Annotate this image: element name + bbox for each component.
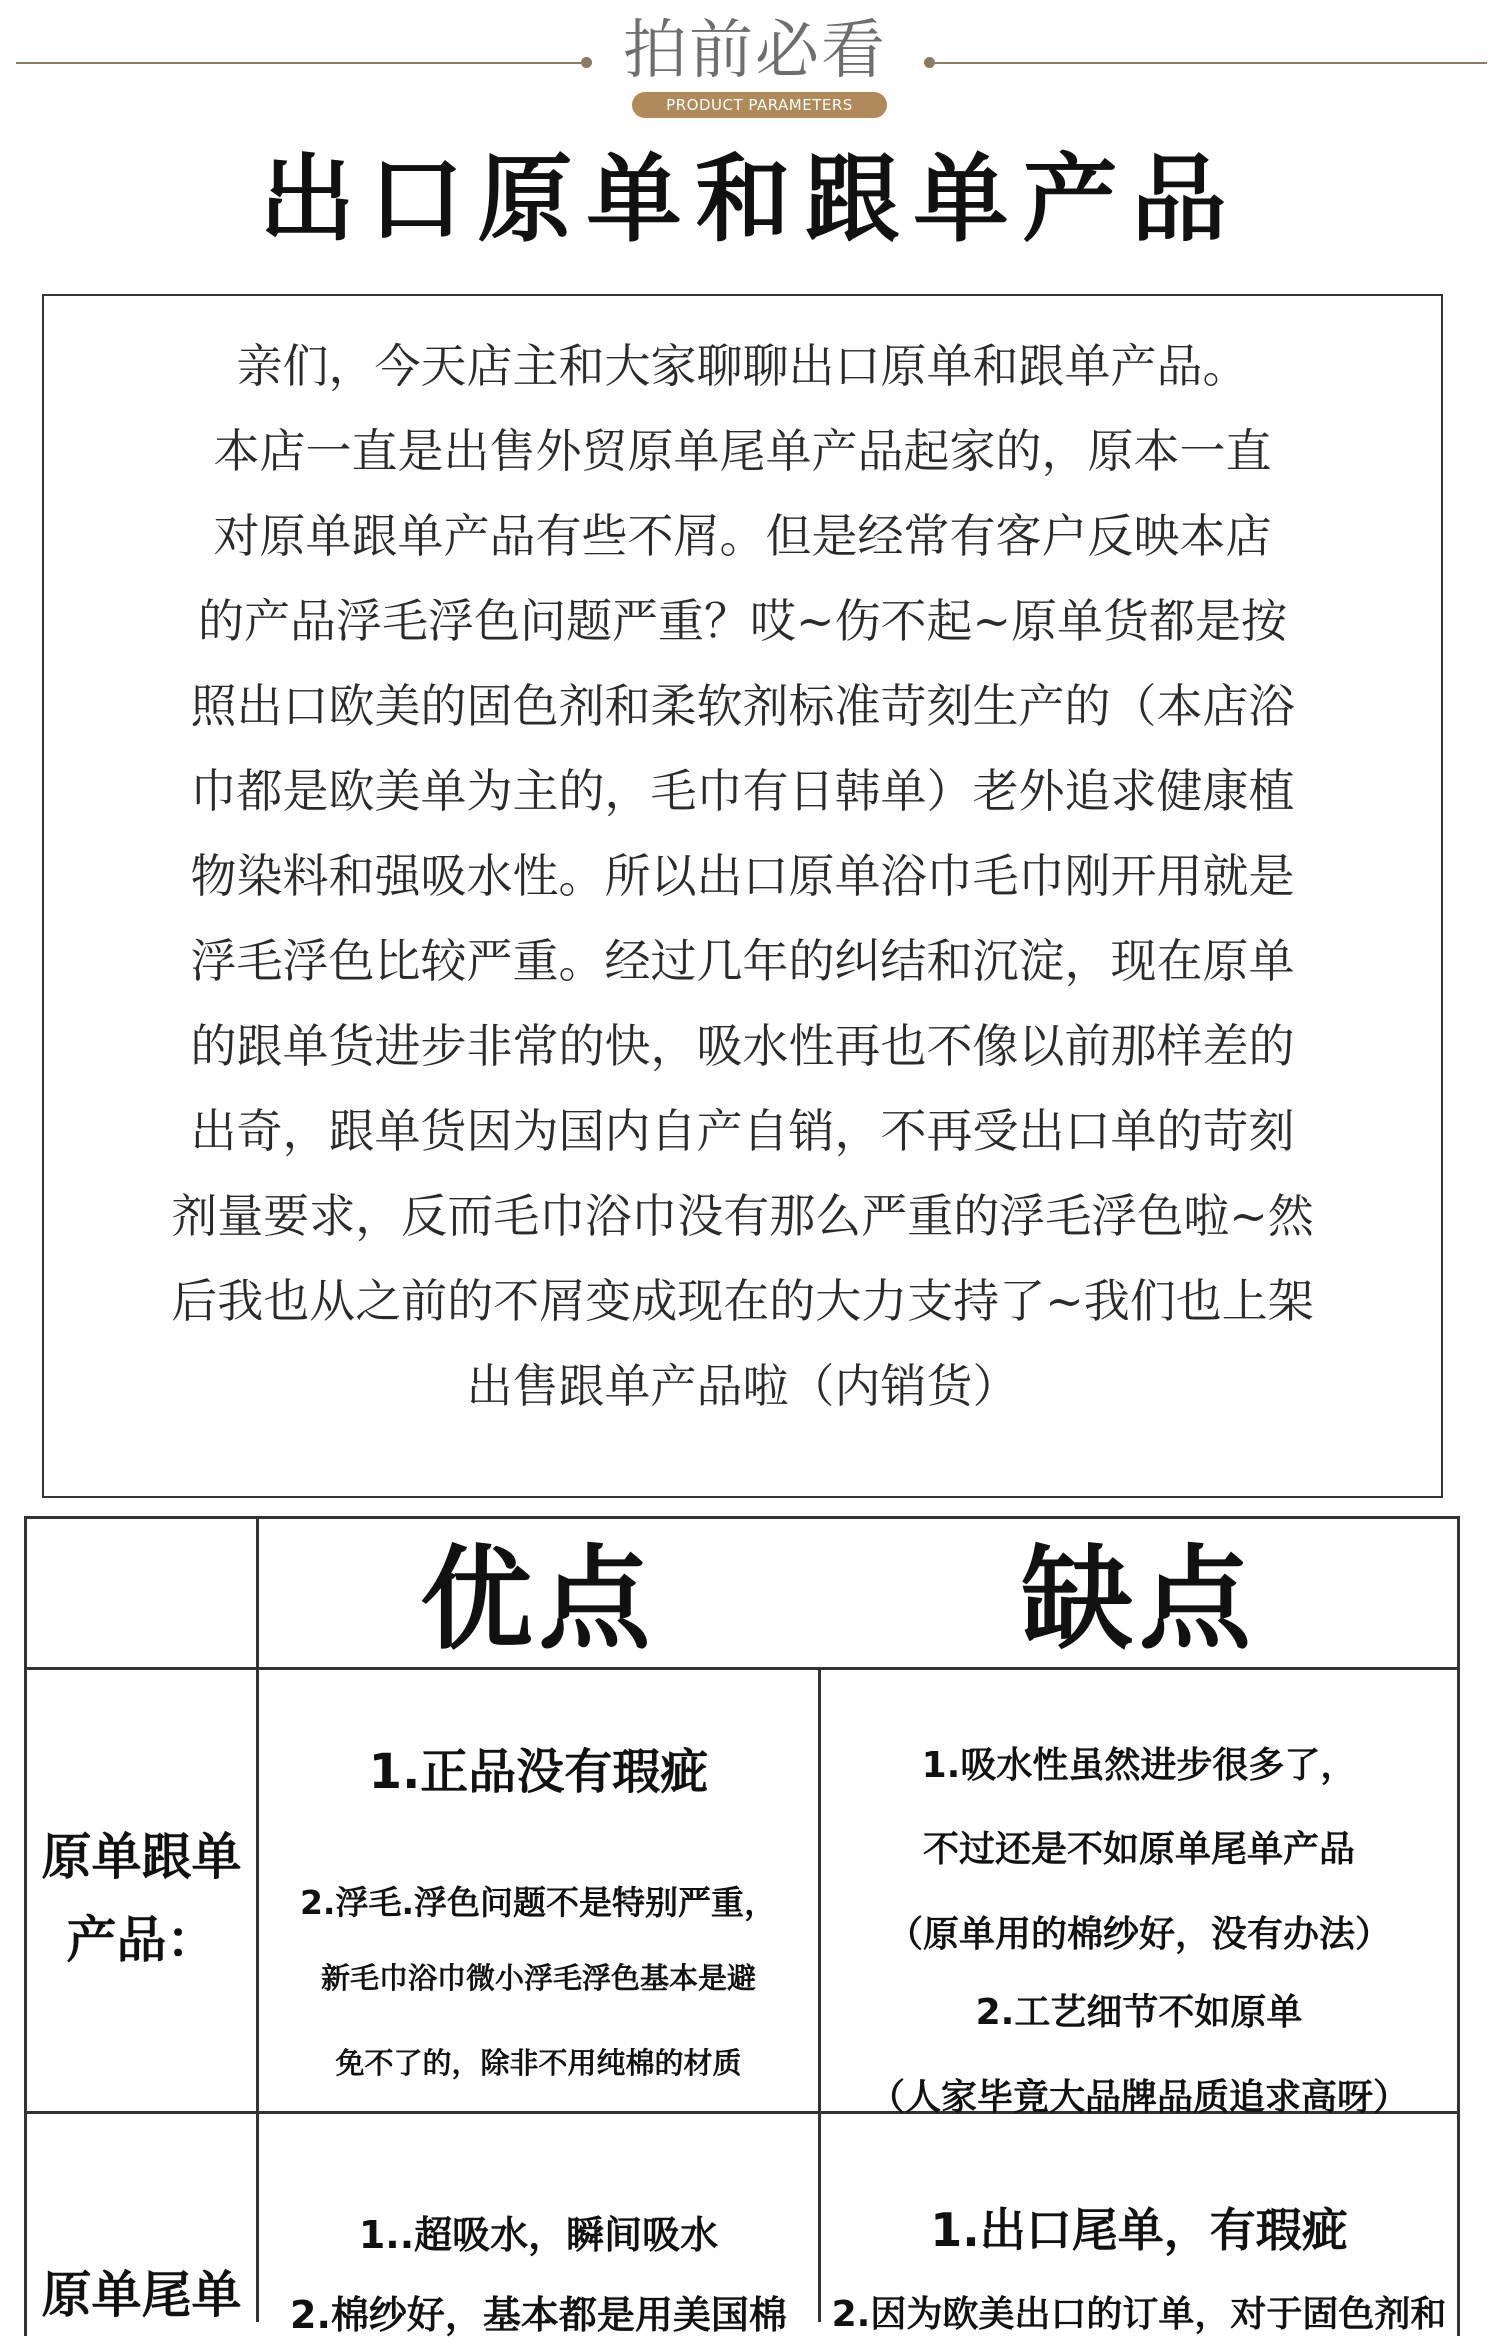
intro-line: 出奇，跟单货因为国内自产自销，不再受出口单的苛刻 xyxy=(190,1104,1295,1158)
cons-item: 2.工艺细节不如原单 xyxy=(975,1992,1303,2033)
row-label: 产品： xyxy=(66,1911,217,1969)
pros-item: 1.正品没有瑕疵 xyxy=(368,1744,709,1800)
intro-line: 对原单跟单产品有些不屑。但是经常有客户反映本店 xyxy=(213,509,1272,563)
row-label: 原单尾单 xyxy=(41,2266,242,2324)
intro-text-box xyxy=(42,294,1443,1498)
header-dot-right xyxy=(924,57,935,68)
cons-item: （人家毕竟大品牌品质追求高呀） xyxy=(868,2077,1409,2118)
column-header-cons: 缺点 xyxy=(1021,1535,1257,1665)
page-title: 出口原单和跟单产品 xyxy=(259,144,1241,255)
column-header-pros: 优点 xyxy=(420,1535,657,1665)
pros-item: 2.棉纱好，基本都是用美国棉 xyxy=(290,2293,787,2337)
intro-line: 物染料和强吸水性。所以出口原单浴巾毛巾刚开用就是 xyxy=(190,849,1295,903)
cons-item: 不过还是不如原单尾单产品 xyxy=(922,1829,1355,1870)
header-dot-left xyxy=(581,57,592,68)
intro-line: 出售跟单产品啦（内销货） xyxy=(466,1359,1019,1413)
intro-line: 巾都是欧美单为主的，毛巾有日韩单）老外追求健康植 xyxy=(190,764,1295,818)
intro-line: 的跟单货进步非常的快，吸水性再也不像以前那样差的 xyxy=(190,1019,1295,1073)
section-title: 拍前必看 xyxy=(623,14,887,88)
intro-line: 剂量要求，反而毛巾浴巾没有那么严重的浮毛浮色啦~然 xyxy=(171,1189,1314,1243)
cons-item: 2.因为欧美出口的订单，对于固色剂和 xyxy=(831,2294,1447,2335)
pros-item: 1..超吸水，瞬间吸水 xyxy=(358,2213,719,2257)
intro-line: 本店一直是出售外贸原单尾单产品起家的，原本一直 xyxy=(213,424,1272,478)
pros-item: 新毛巾浴巾微小浮毛浮色基本是避 xyxy=(320,1961,756,1995)
intro-line: 亲们，今天店主和大家聊聊出口原单和跟单产品。 xyxy=(236,339,1249,393)
cons-item: 1.出口尾单，有瑕疵 xyxy=(930,2203,1348,2257)
header-divider-right xyxy=(935,62,1487,64)
intro-line: 的产品浮毛浮色问题严重？哎~伤不起~原单货都是按 xyxy=(197,594,1288,648)
intro-line: 后我也从之前的不屑变成现在的大力支持了~我们也上架 xyxy=(171,1274,1314,1328)
pros-item: 免不了的，除非不用纯棉的材质 xyxy=(335,2046,742,2080)
pros-item: 2.浮毛.浮色问题不是特别严重， xyxy=(299,1883,778,1922)
row-label: 原单跟单 xyxy=(41,1828,242,1886)
intro-line: 照出口欧美的固色剂和柔软剂标准苛刻生产的（本店浴 xyxy=(190,679,1295,733)
cons-item: （原单用的棉纱好，没有办法） xyxy=(886,1914,1391,1955)
cons-item: 1.吸水性虽然进步很多了， xyxy=(921,1745,1357,1786)
header-divider-left xyxy=(16,62,581,64)
section-subtitle-badge: PRODUCT PARAMETERS xyxy=(632,92,887,118)
intro-line: 浮毛浮色比较严重。经过几年的纠结和沉淀，现在原单 xyxy=(190,934,1295,988)
